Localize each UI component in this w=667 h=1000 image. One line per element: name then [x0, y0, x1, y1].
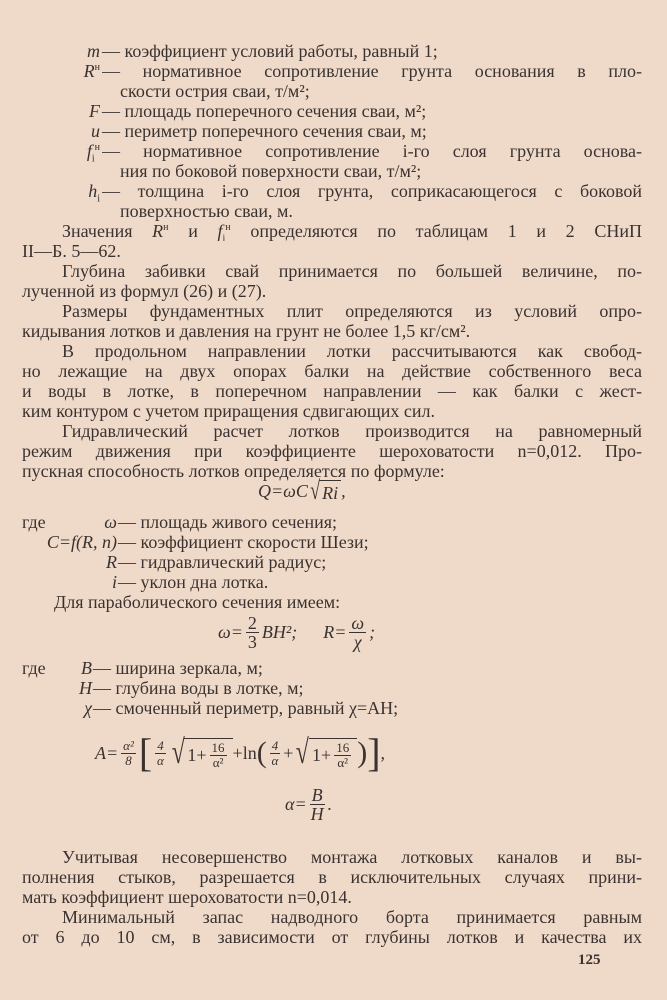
formula-alpha: α= $\frac{B}{H}$ . — [285, 785, 333, 824]
definition-text: — нормативное сопротивление i-го слоя грунта основа- — [102, 141, 642, 161]
symbol-i: i — [111, 572, 117, 592]
definition-text: — коэффициент скорости Шези; — [118, 532, 369, 552]
paragraph-line: Глубина забивки свай принимается по большей величине, по- — [62, 261, 642, 281]
definition-text: — коэффициент условий работы, равный 1; — [102, 41, 438, 61]
formula-a: A= $\frac{\text{α²}}{8}$ [ $\frac{4}{\alpha}$ √ 1+ $\frac{16}{\text{α²}}$ +ln ( $\frac{4}{\alpha}$ + √ 1+ $\frac{16}{\text{α²}}$ ) ] , — [95, 730, 386, 775]
symbol-h: H — [79, 678, 92, 698]
symbol-m: m — [87, 41, 100, 61]
symbol-b: B — [81, 658, 92, 678]
paragraph-line: кидывания лотков и давления на грунт не более 1,5 кг/см². — [22, 321, 471, 341]
paragraph-line: В продольном направлении лотки рассчитываются как свобод- — [62, 341, 642, 361]
symbol-chi: χ — [84, 698, 92, 718]
where-label: где — [22, 512, 46, 532]
paragraph-line: Гидравлический расчет лотков производится на равномерный — [62, 421, 642, 441]
definition-text: — смоченный периметр, равный χ=AH; — [93, 698, 399, 718]
values-note: Значения $R^н$ и $f_i^н$ определяются по таблицам 1 и 2 СНиП — [62, 221, 642, 241]
page-number: 125 — [578, 952, 601, 968]
definition-continuation: скости острия сваи, т/м²; — [120, 81, 310, 101]
symbol-omega: ω — [104, 512, 117, 532]
definition-text: — гидравлический радиус; — [118, 552, 327, 572]
paragraph-line: режим движения при коэффициенте шероховатости n=0,012. Про- — [22, 441, 642, 461]
paragraph-line: и воды в лотке, в поперечном направлении — как балки с жест- — [22, 381, 642, 401]
paragraph-line: Учитывая несовершенство монтажа лотковых каналов и вы- — [62, 847, 642, 867]
symbol-r: $R^н$ — [83, 61, 100, 81]
definition-text: — нормативное сопротивление грунта основания в пло- — [102, 61, 642, 81]
symbol-fi: $f_i^н$ — [86, 141, 100, 165]
definition-continuation: ния по боковой поверхности сваи, т/м²; — [120, 161, 422, 181]
symbol-hi: $h_i$ — [88, 181, 100, 205]
symbol-f: F — [89, 101, 100, 121]
definition-text: — ширина зеркала, м; — [93, 658, 263, 678]
paragraph-line: полнения стыков, разрешается в исключительных случаях прини- — [22, 867, 642, 887]
parabolic-intro: Для параболического сечения имеем: — [54, 592, 341, 612]
symbol-u: u — [91, 121, 100, 141]
values-note-line2: II—Б. 5—62. — [22, 241, 121, 261]
definition-text: — уклон дна лотка. — [118, 572, 269, 592]
paragraph-line: лученной из формул (26) и (27). — [22, 281, 267, 301]
paragraph-line: Минимальный запас надводного борта принимается равным — [62, 907, 642, 927]
where-label: где — [22, 658, 46, 678]
formula-q: Q=ωC √ Ri , — [258, 476, 346, 505]
formula-omega: ω= $\frac{2}{3}$ BH²; R= $\frac{\omega}{\chi}$ ; — [218, 613, 376, 652]
paragraph-line: пускная способность лотков определяется по формуле: — [22, 461, 445, 481]
definition-text: — глубина воды в лотке, м; — [93, 678, 304, 698]
definition-text: — площадь поперечного сечения сваи, м²; — [102, 101, 427, 121]
paragraph-line: от 6 до 10 см, в зависимости от глубины лотков и качества их — [22, 927, 642, 947]
paragraph-line: мать коэффициент шероховатости n=0,014. — [22, 887, 352, 907]
symbol-r: R — [106, 552, 117, 572]
definition-continuation: поверхностью сваи, м. — [120, 201, 293, 221]
paragraph-line: но лежащие на двух опорах балки на действие собственного веса — [22, 361, 642, 381]
paragraph-line: Размеры фундаментных плит определяются из условий опро- — [62, 301, 642, 321]
definition-text: — периметр поперечного сечения сваи, м; — [102, 121, 427, 141]
symbol-c: C=f(R, n) — [46, 532, 117, 552]
definition-text: — площадь живого сечения; — [118, 512, 338, 532]
definition-text: — толщина i-го слоя грунта, соприкасающегося с боковой — [102, 181, 642, 201]
paragraph-line: ким контуром с учетом приращения сдвигающих сил. — [22, 401, 435, 421]
